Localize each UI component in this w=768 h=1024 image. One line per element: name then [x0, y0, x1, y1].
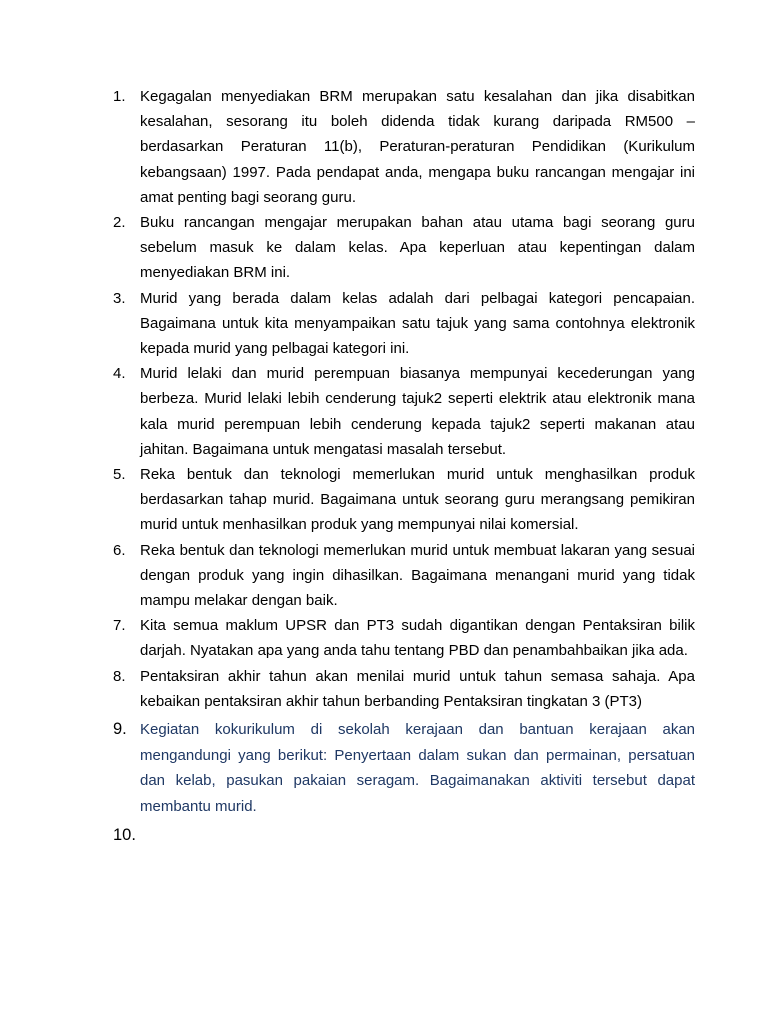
question-text: Kegagalan menyediakan BRM merupakan satu kesalahan dan jika disabitkan kesalahan, sesorang itu boleh didenda tidak kurang daripada RM500 – berdasarkan Peraturan 11(b), Peraturan-peraturan Pendidikan (Kurikulum kebangsaan) 1997. Pada pendapat anda, mengapa buku rancangan mengajar ini amat penting bagi seorang guru. — [140, 88, 695, 206]
question-item-2 — [113, 210, 695, 286]
question-number: 5. — [113, 466, 126, 484]
question-item-9 — [113, 717, 695, 819]
question-text: Kegiatan kokurikulum di sekolah kerajaan dan bantuan kerajaan akan mengandungi yang berikut: Penyertaan dalam sukan dan permainan, persatuan dan kelab, pasukan pakaian seragam. Bagaimanakan aktiviti tersebut dapat membantu murid. — [140, 721, 695, 815]
question-number: 4. — [113, 365, 126, 383]
question-item-4 — [113, 361, 695, 462]
question-text: Kita semua maklum UPSR dan PT3 sudah digantikan dengan Pentaksiran bilik darjah. Nyatakan apa yang anda tahu tentang PBD dan penambahbaikan jika ada. — [140, 617, 695, 660]
question-text: Reka bentuk dan teknologi memerlukan murid untuk membuat lakaran yang sesuai dengan produk yang ingin dihasilkan. Bagaimana menangani murid yang tidak mampu melakar dengan baik. — [140, 541, 695, 610]
question-number: 6. — [113, 541, 126, 559]
question-item-5 — [113, 462, 695, 538]
question-list — [113, 84, 695, 849]
question-text: Reka bentuk dan teknologi memerlukan murid untuk menghasilkan produk berdasarkan tahap murid. Bagaimana untuk seorang guru merangsang pemikiran murid untuk menhasilkan produk yang mempunyai nilai komersial. — [140, 466, 695, 534]
question-text: Murid lelaki dan murid perempuan biasanya mempunyai kecederungan yang berbeza. Murid lelaki lebih cenderung tajuk2 seperti elektrik atau elektronik mana kala murid perempuan lebih cenderung kepada tajuk2 seperti makanan atau jahitan. Bagaimana untuk mengatasi masalah tersebut. — [140, 365, 695, 458]
question-item-6 — [113, 538, 695, 614]
question-text: Pentaksiran akhir tahun akan menilai murid untuk tahun semasa sahaja. Apa kebaikan pentaksiran akhir tahun berbanding Pentaksiran tingkatan 3 (PT3) — [140, 667, 695, 710]
question-text: Buku rancangan mengajar merupakan bahan atau utama bagi seorang guru sebelum masuk ke dalam kelas. Apa keperluan atau kepentingan dalam menyediakan BRM ini. — [140, 214, 695, 282]
question-number: 2. — [113, 214, 126, 232]
question-number: 8. — [113, 667, 126, 685]
question-item-1 — [113, 84, 695, 210]
question-item-7 — [113, 613, 695, 663]
question-text: Murid yang berada dalam kelas adalah dari pelbagai kategori pencapaian. Bagaimana untuk kita menyampaikan satu tajuk yang sama contohnya elektronik kepada murid yang pelbagai kategori ini. — [140, 289, 695, 358]
question-number: 10. — [113, 826, 136, 845]
question-item-8 — [113, 664, 695, 714]
question-number: 9. — [113, 720, 127, 739]
question-number: 7. — [113, 617, 126, 635]
question-number: 1. — [113, 88, 126, 105]
question-item-3 — [113, 286, 695, 362]
question-item-10 — [113, 823, 695, 849]
question-number: 3. — [113, 289, 126, 307]
